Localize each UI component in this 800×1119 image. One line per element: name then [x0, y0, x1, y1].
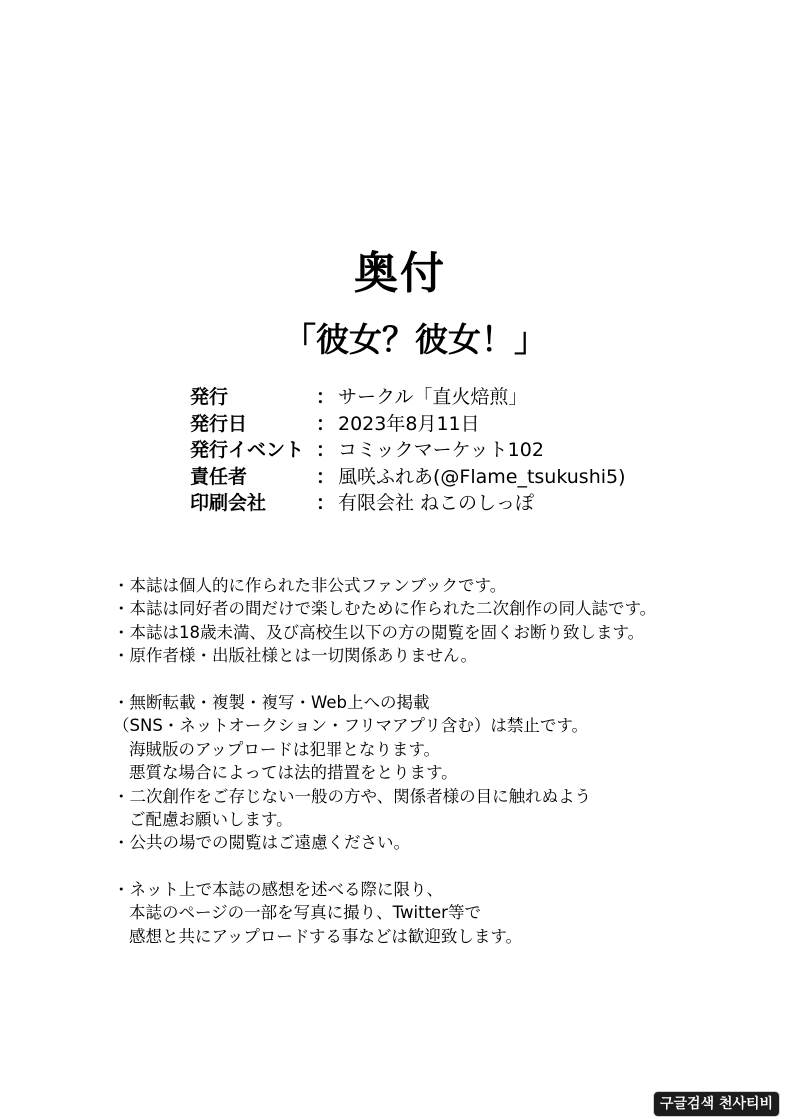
colophon-value: 有限会社 ねこのしっぽ — [338, 492, 535, 514]
colophon-row-responsible — [190, 464, 790, 491]
notice-line: 海賊版のアップロードは犯罪となります。 — [129, 739, 441, 759]
notice-section — [113, 574, 793, 948]
notice-line: 感想と共にアップロードする事などは歓迎致します。 — [129, 926, 523, 946]
colophon-value: 2023年8月11日 — [338, 412, 480, 435]
colophon-row-publisher — [190, 384, 790, 411]
colophon-label: 印刷会社 — [190, 492, 267, 514]
colophon-label: 発行日 — [190, 412, 248, 435]
notice-line: 本誌のページの一部を写真に撮り、Twitter等で — [129, 903, 481, 923]
notice-spacer — [113, 668, 793, 691]
colophon-value: コミックマーケット102 — [338, 439, 544, 461]
colophon-separator: ： — [316, 412, 336, 435]
notice-line: ご配慮お願いします。 — [129, 809, 293, 829]
colophon-row-event — [190, 437, 790, 464]
notice-line: ・本誌は18歳未満、及び高校生以下の方の閲覧を固くお断り致します。 — [113, 622, 645, 642]
colophon-value: 風咲ふれあ(@Flame_tsukushi5) — [338, 465, 626, 488]
notice-line: （SNS・ネットオークション・フリマアプリ含む）は禁止です。 — [113, 716, 588, 736]
colophon-row-date — [190, 411, 790, 438]
colophon-separator: ： — [316, 492, 336, 514]
colophon-value: サークル「直火焙煎」 — [338, 386, 528, 408]
colophon-separator: ： — [316, 465, 336, 488]
notice-line: ・ネット上で本誌の感想を述べる際に限り、 — [113, 880, 443, 900]
colophon-separator: ： — [316, 386, 336, 408]
notice-line: ・本誌は個人的に作られた非公式ファンブックです。 — [113, 576, 507, 595]
colophon-table — [190, 384, 790, 517]
notice-line: ・二次創作をご存じない一般の方や、関係者様の目に触れぬよう — [113, 786, 592, 806]
book-title: 「彼女？彼女！」 — [283, 320, 547, 359]
notice-line: 悪質な場合によっては法的措置をとります。 — [129, 763, 458, 783]
watermark-badge: 구글검색 천사티비 — [653, 1091, 780, 1117]
notice-line: ・無断転載・複製・複写・Web上への掲載 — [113, 692, 430, 712]
page-title: 奥付 — [354, 248, 446, 299]
colophon-separator: ： — [316, 439, 336, 461]
notice-spacer — [113, 855, 793, 878]
notice-line: ・本誌は同好者の間だけで楽しむために作られた二次創作の同人誌です。 — [113, 599, 657, 619]
notice-line: ・原作者様・出版社様とは一切関係ありません。 — [113, 646, 477, 666]
colophon-label: 発行イベント — [190, 439, 305, 461]
colophon-row-printer — [190, 490, 790, 517]
colophon-label: 責任者 — [190, 465, 248, 488]
colophon-label: 発行 — [190, 386, 229, 408]
notice-line: ・公共の場での閲覧はご遠慮ください。 — [113, 833, 410, 853]
